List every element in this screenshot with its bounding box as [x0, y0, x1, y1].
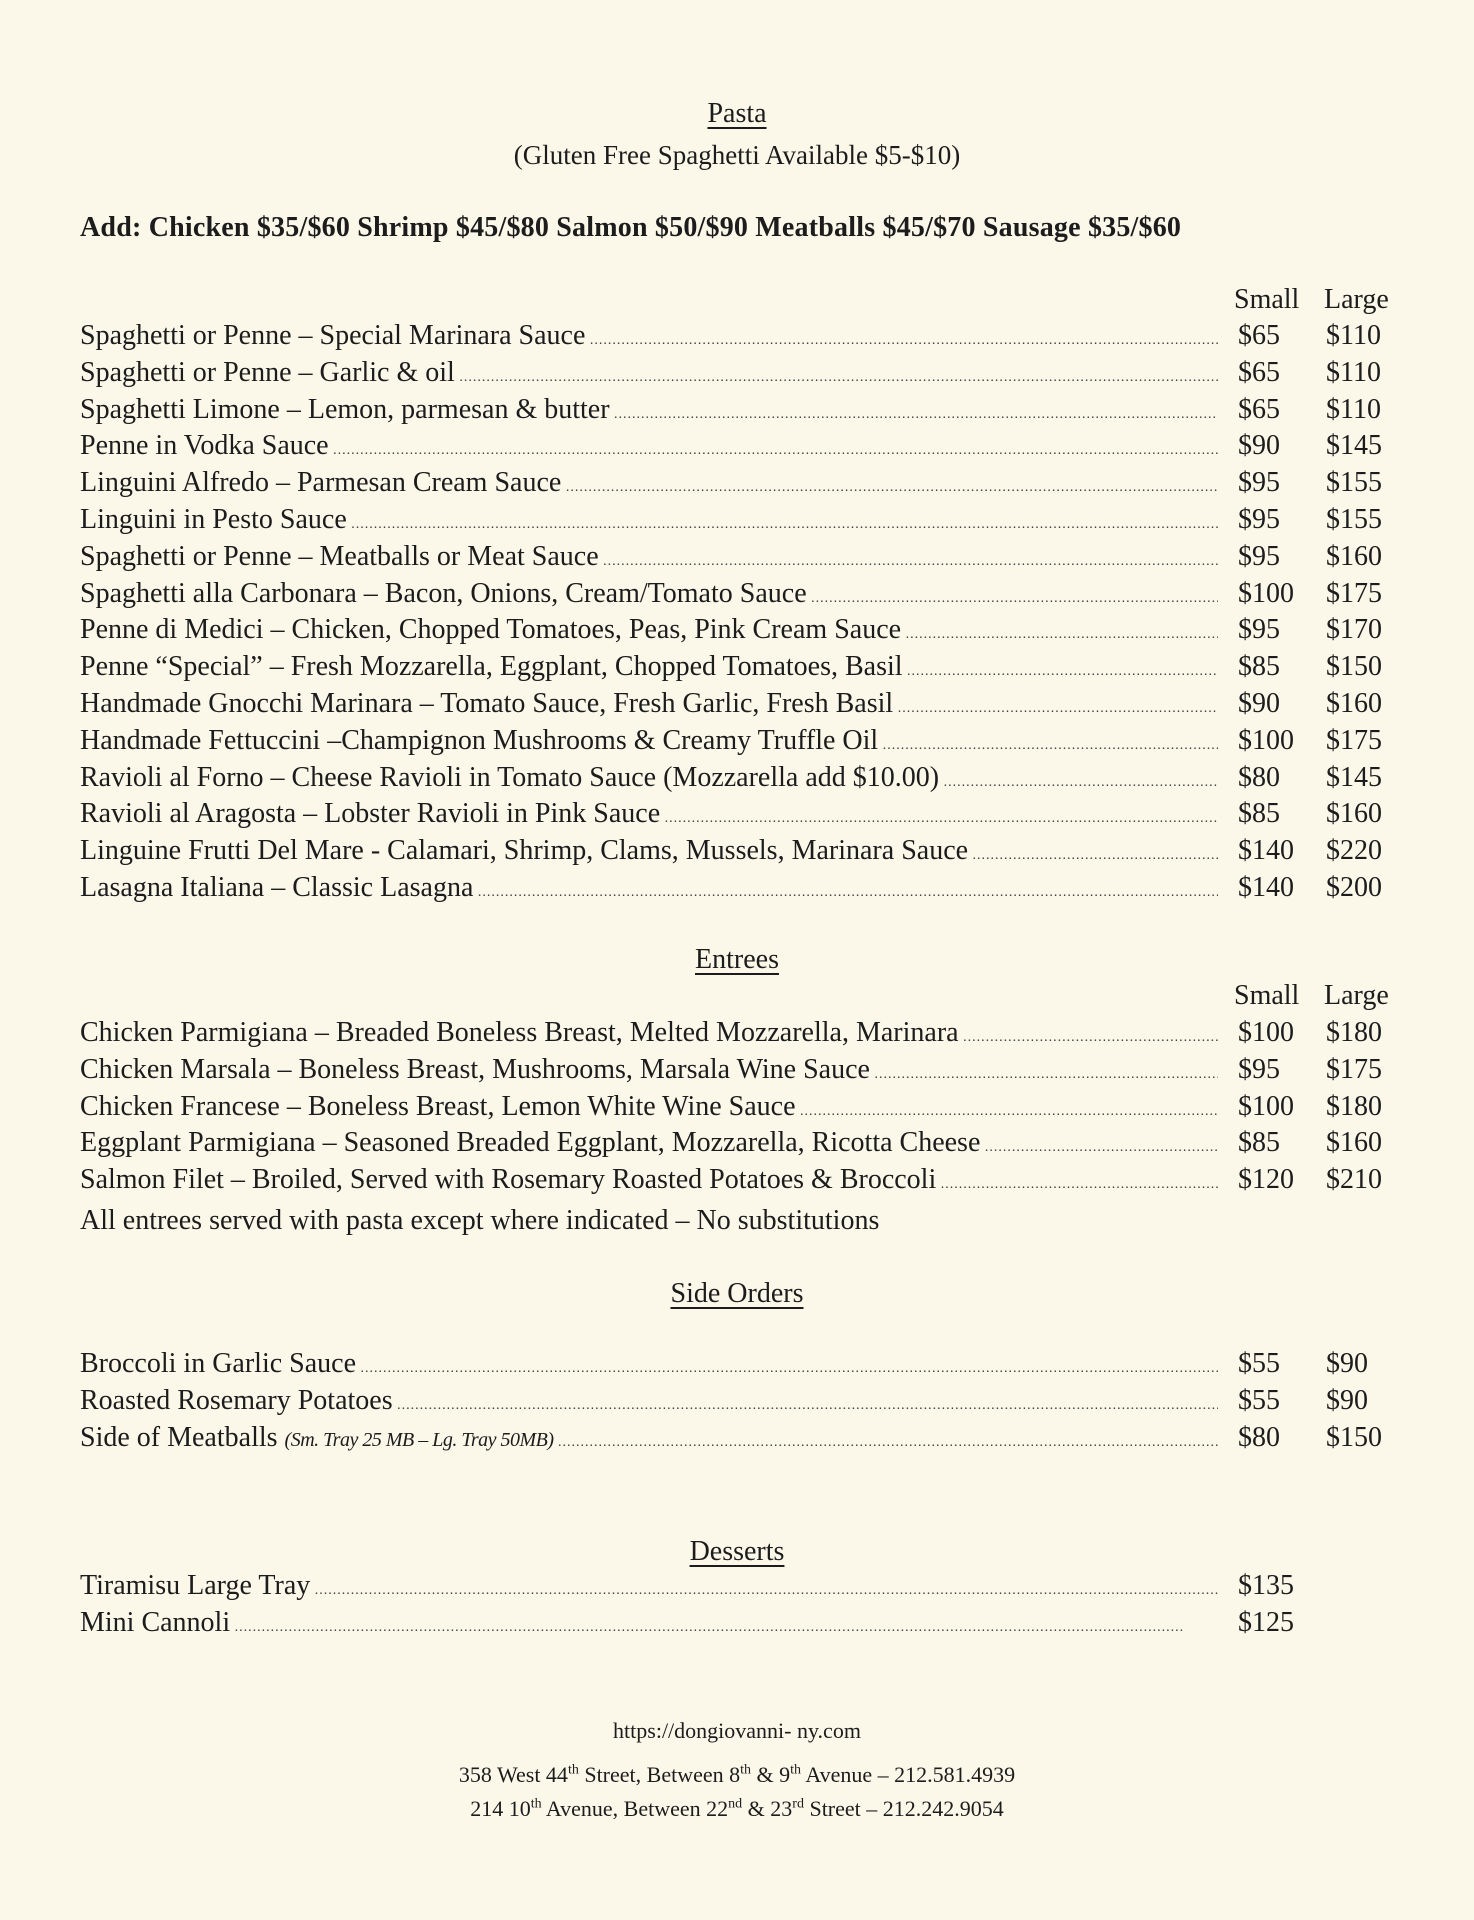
item-name: Penne “Special” – Fresh Mozzarella, Eggplant, Chopped Tomatoes, Basil ..... [80, 651, 1218, 683]
pasta-addons-line: Add: Chicken $35/$60 Shrimp $45/$80 Salmon $50/$90 Meatballs $45/$70 Sausage $35/$60 [80, 212, 1182, 243]
item-name: Chicken Francese – Boneless Breast, Lemon White Wine Sauce ..... [80, 1091, 1218, 1123]
menu-item [80, 1570, 1400, 1607]
sides-section-title: Side Orders [670, 1278, 804, 1309]
price-large: $160 [1326, 540, 1382, 572]
price-small: $65 [1238, 320, 1280, 351]
addr1-sup: th [567, 1762, 579, 1778]
menu-item [80, 430, 1400, 467]
price-small: $95 [1238, 1053, 1280, 1085]
menu-item [80, 1348, 1400, 1385]
price-small: $120 [1238, 1164, 1294, 1196]
price-large: $155 [1326, 503, 1382, 535]
item-name [80, 1422, 1218, 1454]
menu-item [80, 725, 1400, 762]
price-small: $55 [1238, 1384, 1280, 1416]
menu-item [80, 1054, 1400, 1091]
price-small: $95 [1238, 467, 1280, 499]
price-large: $155 [1326, 467, 1382, 499]
addr1-text: & 9 [751, 1762, 791, 1787]
menu-item [80, 1607, 1400, 1644]
addr2-text: 214 10 [470, 1796, 531, 1821]
price-small: $80 [1238, 761, 1280, 793]
price-small: $90 [1238, 430, 1280, 462]
addr2-sup: nd [728, 1796, 743, 1812]
price-large: $145 [1326, 761, 1382, 793]
price-large: $210 [1326, 1164, 1382, 1196]
item-name [80, 1348, 1218, 1380]
price-large: $145 [1326, 430, 1382, 462]
item-name-text: Roasted Rosemary Potatoes [80, 1384, 393, 1416]
pasta-section-title: Pasta [707, 98, 767, 129]
item-name: Penne di Medici – Chicken, Chopped Tomatoes, Peas, Pink Cream Sauce ..... [80, 614, 1218, 646]
addr1-text: 358 West 44 [458, 1762, 568, 1787]
price-large: $175 [1326, 1053, 1382, 1085]
addr1-text: Street, Between 8 [578, 1762, 741, 1787]
item-name: Handmade Gnocchi Marinara – Tomato Sauce, Fresh Garlic, Fresh Basil ..... [80, 688, 1218, 720]
price-large: $110 [1326, 393, 1381, 425]
entrees-section-title: Entrees [695, 944, 779, 975]
price: $125 [1238, 1606, 1294, 1638]
entrees-note: All entrees served with pasta except where indicated – No substitutions [80, 1205, 880, 1236]
menu-item [80, 872, 1400, 909]
price-small: $100 [1238, 1017, 1294, 1048]
menu-item [80, 798, 1400, 835]
item-name: Eggplant Parmigiana – Seasoned Breaded Eggplant, Mozzarella, Ricotta Cheese ..... [80, 1127, 1218, 1159]
item-name: Linguini in Pesto Sauce ..... [80, 504, 1218, 536]
menu-item [80, 835, 1400, 872]
addr2-sup: rd [792, 1796, 804, 1812]
item-name: Ravioli al Forno – Cheese Ravioli in Tomato Sauce (Mozzarella add $10.00) ..... [80, 762, 1218, 794]
entrees-col-large-header: Large [1324, 980, 1389, 1011]
price-small: $85 [1238, 798, 1280, 830]
item-name: Linguini Alfredo – Parmesan Cream Sauce ..... [80, 467, 1218, 499]
price-large: $220 [1326, 835, 1382, 867]
menu-item [80, 614, 1400, 651]
desserts-list [80, 1570, 1400, 1644]
item-name: Spaghetti or Penne – Special Marinara Sauce ..... [80, 320, 1218, 352]
menu-item [80, 357, 1400, 394]
price-small: $65 [1238, 356, 1280, 388]
price-large: $150 [1326, 651, 1382, 683]
price-large: $175 [1326, 724, 1382, 756]
menu-item [80, 578, 1400, 615]
item-name-text: Broccoli in Garlic Sauce [80, 1348, 357, 1379]
item-name: Spaghetti Limone – Lemon, parmesan & butter ..... [80, 394, 1218, 426]
price-large: $160 [1326, 687, 1382, 719]
addr1-sup: th [790, 1762, 802, 1778]
price-small: $140 [1238, 871, 1294, 903]
item-name: Ravioli al Aragosta – Lobster Ravioli in Pink Sauce ..... [80, 798, 1218, 830]
menu-item [80, 467, 1400, 504]
item-name: Salmon Filet – Broiled, Served with Rosemary Roasted Potatoes & Broccoli ..... [80, 1164, 1218, 1196]
menu-item [80, 1127, 1400, 1164]
item-name: Linguine Frutti Del Mare - Calamari, Shrimp, Clams, Mussels, Marinara Sauce ..... [80, 835, 1218, 867]
addr2-sup: th [530, 1796, 542, 1812]
item-name-text: Side of Meatballs [80, 1421, 285, 1453]
price-large: $150 [1326, 1421, 1382, 1453]
gluten-free-note: (Gluten Free Spaghetti Available $5-$10) [513, 140, 961, 170]
price-small: $90 [1238, 687, 1280, 719]
price: $135 [1238, 1570, 1294, 1601]
price-large: $110 [1326, 320, 1381, 351]
item-name: Lasagna Italiana – Classic Lasagna ..... [80, 872, 1218, 904]
menu-item [80, 1385, 1400, 1422]
addr1-text: Avenue – 212.581.4939 [801, 1762, 1016, 1787]
item-name: Chicken Marsala – Boneless Breast, Mushrooms, Marsala Wine Sauce ..... [80, 1054, 1218, 1086]
menu-item [80, 1422, 1400, 1459]
addr2-text: Avenue, Between 22 [541, 1796, 729, 1821]
price-large: $200 [1326, 871, 1382, 903]
price-small: $65 [1238, 393, 1280, 425]
price-large: $90 [1326, 1384, 1368, 1416]
menu-item [80, 1091, 1400, 1128]
addr1-sup: th [740, 1762, 752, 1778]
price-small: $100 [1238, 1090, 1294, 1122]
price-large: $160 [1326, 1127, 1382, 1159]
price-small: $80 [1238, 1421, 1280, 1453]
addr2-text: & 23 [742, 1796, 793, 1821]
price-small: $95 [1238, 540, 1280, 572]
tray-size-note: (Sm. Tray 25 MB – Lg. Tray 50MB) [284, 1428, 554, 1451]
item-name: Mini Cannoli ..... [80, 1607, 1218, 1639]
price-small: $95 [1238, 503, 1280, 535]
item-name: Tiramisu Large Tray ..... [80, 1570, 1218, 1602]
sides-list [80, 1348, 1400, 1458]
address-line-1 [0, 1762, 1474, 1788]
menu-item [80, 541, 1400, 578]
price-small: $100 [1238, 724, 1294, 756]
desserts-section-title: Desserts [689, 1536, 785, 1567]
menu-item [80, 320, 1400, 357]
menu-item [80, 394, 1400, 431]
price-large: $110 [1326, 356, 1381, 388]
entrees-col-small-header: Small [1234, 980, 1300, 1011]
price-large: $160 [1326, 798, 1382, 830]
price-small: $55 [1238, 1348, 1280, 1379]
pasta-col-large-header: Large [1324, 284, 1389, 315]
addr2-text: Street – 212.242.9054 [803, 1796, 1004, 1821]
menu-item [80, 504, 1400, 541]
price-large: $170 [1326, 614, 1382, 646]
menu-item [80, 651, 1400, 688]
item-name: Chicken Parmigiana – Breaded Boneless Breast, Melted Mozzarella, Marinara ..... [80, 1017, 1218, 1049]
address-line-2 [0, 1796, 1474, 1822]
pasta-col-small-header: Small [1234, 284, 1300, 315]
price-large: $180 [1326, 1090, 1382, 1122]
menu-item [80, 1164, 1400, 1201]
item-name: Handmade Fettuccini –Champignon Mushrooms & Creamy Truffle Oil ..... [80, 725, 1218, 757]
price-large: $175 [1326, 577, 1382, 609]
price-large: $90 [1326, 1348, 1368, 1379]
menu-item [80, 688, 1400, 725]
menu-item [80, 1017, 1400, 1054]
item-name: Penne in Vodka Sauce ..... [80, 430, 1218, 462]
item-name: Spaghetti or Penne – Meatballs or Meat Sauce ..... [80, 541, 1218, 573]
price-small: $140 [1238, 835, 1294, 867]
price-small: $85 [1238, 651, 1280, 683]
item-name [80, 1385, 1218, 1417]
website-url: https://dongiovanni- ny.com [613, 1718, 861, 1743]
price-large: $180 [1326, 1017, 1382, 1048]
price-small: $95 [1238, 614, 1280, 646]
entrees-list [80, 1017, 1400, 1201]
price-small: $85 [1238, 1127, 1280, 1159]
item-name: Spaghetti or Penne – Garlic & oil ..... [80, 357, 1218, 389]
pasta-list [80, 320, 1400, 909]
item-name: Spaghetti alla Carbonara – Bacon, Onions, Cream/Tomato Sauce ..... [80, 578, 1218, 610]
price-small: $100 [1238, 577, 1294, 609]
menu-item [80, 762, 1400, 799]
